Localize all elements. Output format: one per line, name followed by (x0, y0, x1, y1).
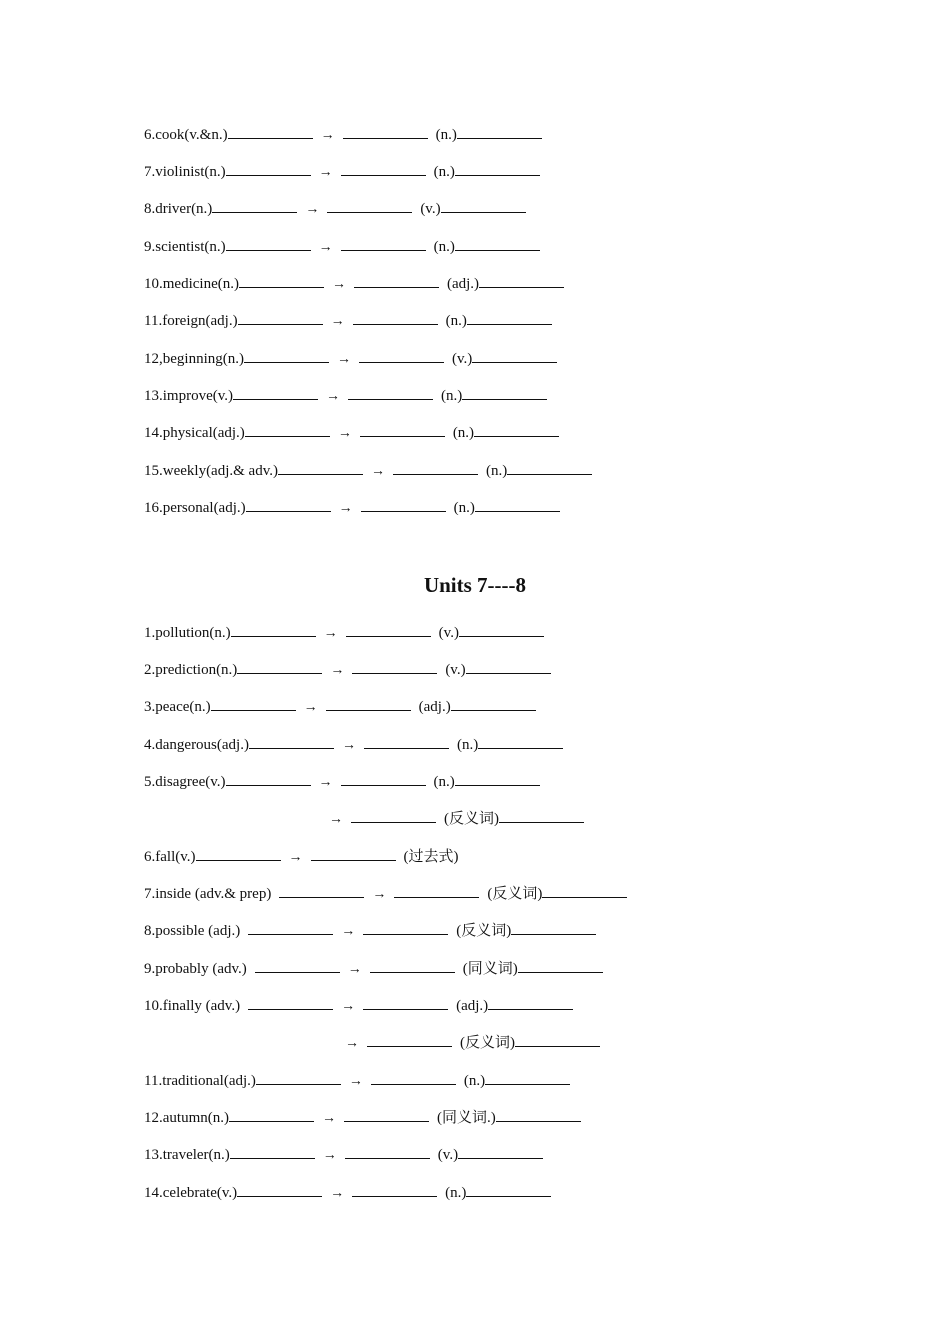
arrow: → (323, 626, 338, 641)
answer-blank[interactable] (359, 350, 444, 363)
exercise-row (144, 695, 536, 719)
word-prompt: 5.disagree(v.) (144, 774, 226, 790)
pos-label: (v.) (445, 662, 466, 678)
exercise-row (144, 421, 559, 445)
answer-blank[interactable] (226, 773, 311, 786)
exercise-row (144, 459, 592, 483)
answer-blank[interactable] (393, 462, 478, 475)
word-prompt: 7.inside (adv.& prep) (144, 886, 272, 902)
arrow: → (305, 202, 320, 217)
arrow: → (336, 352, 351, 367)
exercise-row (144, 235, 540, 259)
arrow: → (330, 314, 345, 329)
answer-blank[interactable] (518, 960, 603, 973)
pos-label: (反义词) (456, 923, 512, 939)
exercise-row (144, 1143, 543, 1167)
answer-blank[interactable] (360, 424, 445, 437)
answer-blank[interactable] (455, 238, 540, 251)
answer-blank[interactable] (466, 661, 551, 674)
word-prompt: 10.finally (adv.) (144, 998, 241, 1014)
answer-blank[interactable] (472, 350, 557, 363)
exercise-row (144, 384, 547, 408)
answer-blank[interactable] (451, 698, 536, 711)
pos-label: (n.) (445, 1185, 467, 1201)
exercise-row (144, 733, 563, 757)
pos-label: (n.) (463, 1073, 486, 1089)
answer-blank[interactable] (226, 238, 311, 251)
arrow: → (370, 464, 385, 479)
word-prompt: 14.celebrate(v.) (144, 1185, 238, 1201)
word-prompt: 9.scientist(n.) (144, 239, 226, 255)
answer-blank[interactable] (237, 661, 322, 674)
word-prompt: 2.prediction(n.) (144, 662, 238, 678)
answer-blank[interactable] (394, 885, 479, 898)
arrow: → (345, 1036, 359, 1051)
exercise-row (144, 272, 564, 296)
answer-blank[interactable] (348, 387, 433, 400)
answer-blank[interactable] (507, 462, 592, 475)
pos-label: (过去式) (403, 849, 459, 865)
pos-label: (同义词) (462, 961, 518, 977)
pos-label: (n.) (452, 425, 475, 441)
exercise-continuation-row (329, 807, 584, 831)
answer-blank[interactable] (354, 275, 439, 288)
answer-blank[interactable] (488, 997, 573, 1010)
pos-label: (n.) (435, 127, 457, 143)
answer-blank[interactable] (364, 736, 449, 749)
answer-blank[interactable] (248, 922, 333, 935)
answer-blank[interactable] (367, 1034, 452, 1047)
answer-blank[interactable] (466, 1184, 551, 1197)
arrow: → (348, 1074, 363, 1089)
answer-blank[interactable] (370, 960, 455, 973)
word-prompt: 12,beginning(n.) (144, 351, 244, 367)
exercise-row (144, 1106, 581, 1130)
answer-blank[interactable] (363, 922, 448, 935)
pos-label: (v.) (438, 625, 459, 641)
answer-blank[interactable] (255, 960, 340, 973)
section-heading: Units 7----8 (423, 573, 527, 597)
word-prompt: 4.dangerous(adj.) (144, 737, 249, 753)
arrow: → (318, 165, 333, 180)
exercise-row (144, 770, 540, 794)
answer-blank[interactable] (459, 624, 544, 637)
answer-blank[interactable] (279, 885, 364, 898)
answer-blank[interactable] (474, 424, 559, 437)
word-prompt: 11.foreign(adj.) (144, 313, 238, 329)
word-prompt: 9.probably (adv.) (144, 961, 247, 977)
answer-blank[interactable] (455, 163, 540, 176)
word-prompt: 8.driver(n.) (144, 201, 213, 217)
arrow: → (337, 426, 352, 441)
answer-blank[interactable] (239, 275, 324, 288)
pos-label: (n.) (433, 774, 455, 790)
exercise-row (144, 882, 627, 906)
answer-blank[interactable] (212, 200, 297, 213)
answer-blank[interactable] (478, 736, 563, 749)
pos-label: (n.) (445, 313, 467, 329)
word-prompt: 1.pollution(n.) (144, 625, 231, 641)
pos-label: (反义词) (487, 886, 543, 902)
answer-blank[interactable] (363, 997, 448, 1010)
pos-label: (n.) (485, 463, 508, 479)
pos-label: (v.) (437, 1147, 459, 1163)
arrow: → (326, 389, 341, 404)
answer-blank[interactable] (244, 350, 329, 363)
exercise-row (144, 994, 573, 1018)
word-prompt: 12.autumn(n.) (144, 1110, 229, 1126)
pos-label: (v.) (420, 201, 441, 217)
answer-blank[interactable] (479, 275, 564, 288)
answer-blank[interactable] (311, 848, 396, 861)
arrow: → (321, 1111, 336, 1126)
arrow: → (341, 999, 356, 1014)
answer-blank[interactable] (371, 1072, 456, 1085)
answer-blank[interactable] (278, 462, 363, 475)
arrow: → (331, 277, 346, 292)
exercise-row (144, 919, 596, 943)
exercise-row (144, 160, 540, 184)
answer-blank[interactable] (341, 238, 426, 251)
word-prompt: 13.improve(v.) (144, 388, 234, 404)
answer-blank[interactable] (496, 1109, 581, 1122)
exercise-row (144, 347, 557, 371)
answer-blank[interactable] (343, 126, 428, 139)
word-prompt: 15.weekly(adj.& adv.) (144, 463, 278, 479)
answer-blank[interactable] (211, 698, 296, 711)
answer-blank[interactable] (196, 848, 281, 861)
arrow: → (338, 501, 353, 516)
word-prompt: 16.personal(adj.) (144, 500, 246, 516)
answer-blank[interactable] (345, 1146, 430, 1159)
arrow: → (341, 924, 356, 939)
answer-blank[interactable] (515, 1034, 600, 1047)
answer-blank[interactable] (352, 661, 437, 674)
word-prompt: 8.possible (adj.) (144, 923, 241, 939)
answer-blank[interactable] (248, 997, 333, 1010)
word-prompt: 6.fall(v.) (144, 849, 196, 865)
answer-blank[interactable] (344, 1109, 429, 1122)
answer-blank[interactable] (511, 922, 596, 935)
answer-blank[interactable] (455, 773, 540, 786)
answer-blank[interactable] (341, 163, 426, 176)
exercise-row (144, 1069, 570, 1093)
answer-blank[interactable] (467, 312, 552, 325)
answer-blank[interactable] (326, 698, 411, 711)
pos-label: (n.) (433, 239, 455, 255)
exercise-row (144, 621, 544, 645)
answer-blank[interactable] (499, 810, 584, 823)
answer-blank[interactable] (246, 499, 331, 512)
answer-blank[interactable] (238, 312, 323, 325)
arrow: → (320, 128, 335, 143)
answer-blank[interactable] (228, 126, 313, 139)
answer-blank[interactable] (226, 163, 311, 176)
answer-blank[interactable] (462, 387, 547, 400)
exercise-row (144, 957, 603, 981)
arrow: → (288, 850, 303, 865)
answer-blank[interactable] (542, 885, 627, 898)
answer-blank[interactable] (341, 773, 426, 786)
answer-blank[interactable] (230, 1146, 315, 1159)
arrow: → (347, 962, 362, 977)
answer-blank[interactable] (361, 499, 446, 512)
answer-blank[interactable] (346, 624, 431, 637)
pos-label: (n.) (456, 737, 479, 753)
exercise-row (144, 658, 551, 682)
answer-blank[interactable] (233, 387, 318, 400)
arrow: → (303, 700, 318, 715)
pos-label: (adj.) (418, 699, 451, 715)
pos-label: (n.) (441, 388, 463, 404)
answer-blank[interactable] (245, 424, 330, 437)
answer-blank[interactable] (457, 126, 542, 139)
pos-label: (反义词) (444, 811, 499, 827)
word-prompt: 13.traveler(n.) (144, 1147, 230, 1163)
exercise-continuation-row (345, 1031, 600, 1055)
pos-label: (v.) (451, 351, 473, 367)
arrow: → (372, 887, 387, 902)
arrow: → (318, 240, 333, 255)
answer-blank[interactable] (231, 624, 316, 637)
exercise-row (144, 1181, 551, 1205)
pos-label: (adj.) (446, 276, 480, 292)
exercise-row (144, 845, 459, 869)
answer-blank[interactable] (441, 200, 526, 213)
word-prompt: 6.cook(v.&n.) (144, 127, 228, 143)
answer-blank[interactable] (229, 1109, 314, 1122)
arrow: → (341, 738, 356, 753)
pos-label: (反义词) (460, 1035, 515, 1051)
answer-blank[interactable] (353, 312, 438, 325)
arrow: → (330, 663, 345, 678)
word-prompt: 10.medicine(n.) (144, 276, 239, 292)
arrow: → (329, 812, 343, 827)
pos-label: (adj.) (456, 998, 489, 1014)
word-prompt: 14.physical(adj.) (144, 425, 245, 441)
answer-blank[interactable] (256, 1072, 341, 1085)
exercise-row (144, 496, 560, 520)
arrow: → (318, 775, 333, 790)
answer-blank[interactable] (352, 1184, 437, 1197)
arrow: → (330, 1186, 345, 1201)
exercise-row (144, 309, 552, 333)
answer-blank[interactable] (485, 1072, 570, 1085)
pos-label: (n.) (433, 164, 455, 180)
answer-blank[interactable] (249, 736, 334, 749)
answer-blank[interactable] (458, 1146, 543, 1159)
answer-blank[interactable] (475, 499, 560, 512)
word-prompt: 11.traditional(adj.) (144, 1073, 256, 1089)
exercise-row (144, 197, 526, 221)
answer-blank[interactable] (351, 810, 436, 823)
word-prompt: 7.violinist(n.) (144, 164, 226, 180)
answer-blank[interactable] (237, 1184, 322, 1197)
word-prompt: 3.peace(n.) (144, 699, 211, 715)
answer-blank[interactable] (327, 200, 412, 213)
pos-label: (n.) (453, 500, 475, 516)
pos-label: (同义词.) (436, 1110, 496, 1126)
exercise-row (144, 123, 542, 147)
arrow: → (322, 1148, 337, 1163)
